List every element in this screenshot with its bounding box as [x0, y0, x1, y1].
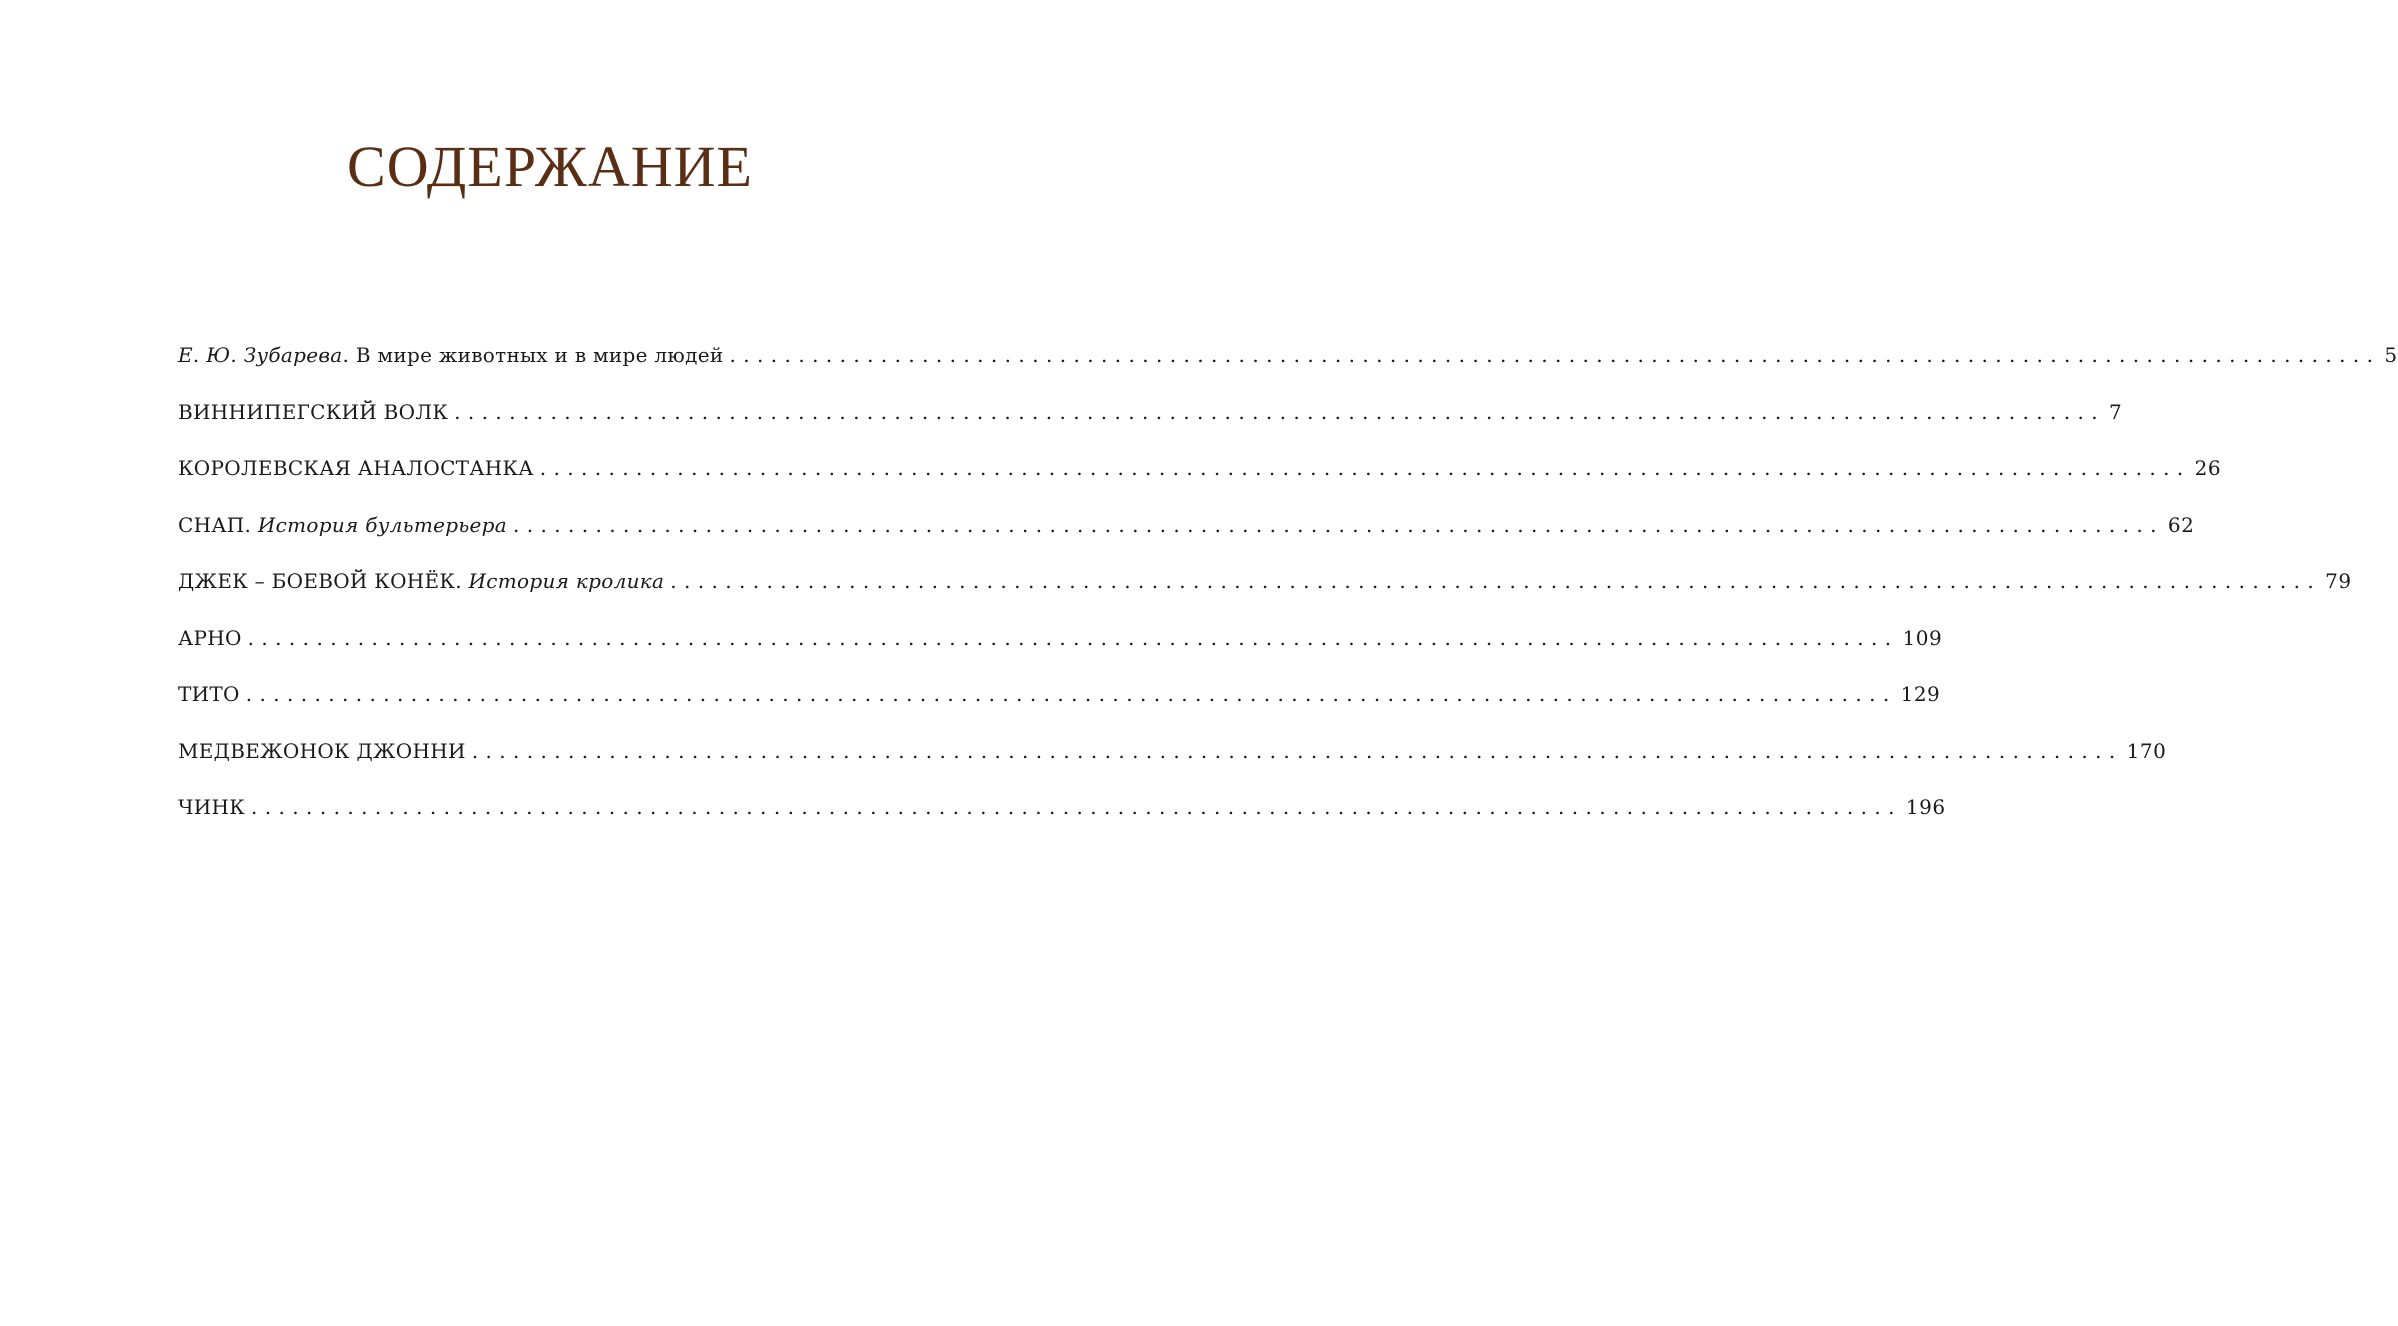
toc-entry-title: МЕДВЕЖОНОК ДЖОННИ: [178, 738, 466, 763]
dot-leader: ........................................................................................................................: [247, 625, 1899, 650]
toc-entry-title: ВИННИПЕГСКИЙ ВОЛК: [178, 399, 449, 424]
toc-entry-title: КОРОЛЕВСКАЯ АНАЛОСТАНКА: [178, 456, 534, 480]
toc-entry-page: 170: [2126, 738, 2167, 763]
toc-entry[interactable]: [178, 448, 2222, 505]
toc-entry-page: 196: [1905, 795, 1946, 819]
dot-leader: ........................................................................................................................: [471, 738, 2123, 763]
toc-entry-subtitle: История кролика: [468, 569, 665, 593]
toc-entry-page: 26: [2194, 456, 2222, 480]
toc-entry-page: 129: [1900, 682, 1941, 706]
toc-entry-subtitle: История бультерьера: [257, 512, 507, 537]
toc-entry-text: Е. Ю. Зубарева. В мире животных и в мире людей: [178, 343, 724, 367]
dot-leader: ........................................................................................................................: [513, 512, 2164, 537]
toc-entry-author: Е. Ю. Зубарева: [178, 343, 343, 367]
toc-entry-title: АРНО: [178, 625, 242, 650]
toc-entry-page: 7: [2109, 399, 2123, 424]
page-title: СОДЕРЖАНИЕ: [347, 134, 753, 199]
toc-entry[interactable]: [178, 674, 1941, 731]
dot-leader: ........................................................................................................................: [539, 456, 2191, 480]
toc-entry-page: 109: [1902, 625, 1943, 650]
toc-entry-title: ТИТО: [178, 682, 240, 706]
toc-entry-text: [178, 561, 664, 601]
dot-leader: ........................................................................................................................: [670, 569, 2322, 593]
toc-entry[interactable]: [178, 731, 2167, 788]
toc-entry-title: СНАП.: [178, 512, 252, 537]
dot-leader: ........................................................................................................................: [729, 343, 2381, 367]
toc-entry[interactable]: [178, 505, 2195, 562]
dot-leader: ........................................................................................................................: [251, 795, 1902, 819]
toc-entry-title: В мире животных и в мире людей: [355, 343, 724, 367]
dot-leader: ........................................................................................................................: [245, 682, 1897, 706]
toc-entry[interactable]: [178, 618, 1943, 675]
toc-entry[interactable]: [178, 561, 2352, 618]
toc-entry[interactable]: [178, 335, 2398, 392]
toc-entry[interactable]: [178, 392, 2123, 449]
toc-entry[interactable]: [178, 787, 1946, 844]
table-of-contents: [178, 335, 2398, 844]
toc-entry-page: 62: [2167, 512, 2195, 537]
toc-entry-text: [178, 505, 507, 545]
toc-entry-title: ЧИНК: [178, 795, 246, 819]
toc-entry-title: ДЖЕК – БОЕВОЙ КОНЁК.: [178, 569, 462, 593]
dot-leader: ........................................................................................................................: [454, 399, 2106, 424]
toc-entry-page: 5: [2384, 343, 2398, 367]
toc-entry-page: 79: [2325, 569, 2352, 593]
